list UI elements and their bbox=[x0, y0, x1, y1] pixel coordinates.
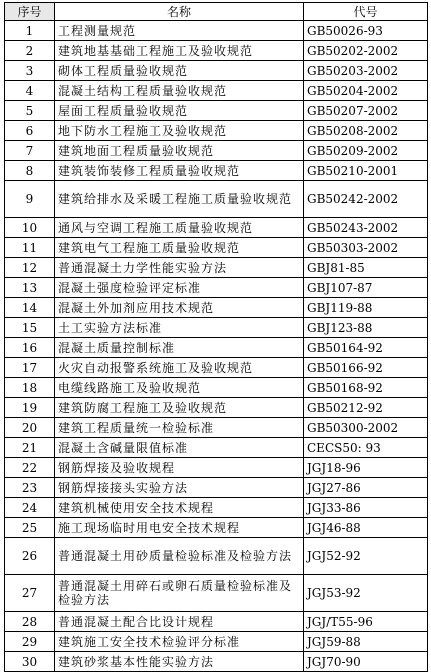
standard-name: 普通混凝土用砂质量检验标准及检验方法 bbox=[55, 538, 304, 575]
table-row bbox=[5, 575, 428, 612]
table-row bbox=[5, 141, 428, 161]
row-number: 20 bbox=[5, 418, 55, 438]
row-number: 7 bbox=[5, 141, 55, 161]
table-row bbox=[5, 181, 428, 218]
standard-code: GB50202-2002 bbox=[304, 41, 428, 61]
standard-name: 土工实验方法标准 bbox=[55, 318, 304, 338]
table-row bbox=[5, 632, 428, 652]
standard-name: 建筑施工安全技术检验评分标准 bbox=[55, 632, 304, 652]
table-row bbox=[5, 41, 428, 61]
row-number: 30 bbox=[5, 652, 55, 672]
row-number: 28 bbox=[5, 612, 55, 632]
standard-code: JGJ18-96 bbox=[304, 458, 428, 478]
standard-code: JGJ27-86 bbox=[304, 478, 428, 498]
standard-name: 钢筋焊接接头实验方法 bbox=[55, 478, 304, 498]
row-number: 13 bbox=[5, 278, 55, 298]
standard-name: 钢筋焊接及验收规程 bbox=[55, 458, 304, 478]
standard-name: 混凝土强度检验评定标准 bbox=[55, 278, 304, 298]
table-row bbox=[5, 378, 428, 398]
standard-name: 火灾自动报警系统施工及验收规范 bbox=[55, 358, 304, 378]
standard-code: JGJ33-86 bbox=[304, 498, 428, 518]
table-row bbox=[5, 538, 428, 575]
standard-code: JGJ/T55-96 bbox=[304, 612, 428, 632]
table-row bbox=[5, 258, 428, 278]
row-number: 26 bbox=[5, 538, 55, 575]
table-row bbox=[5, 218, 428, 238]
row-number: 24 bbox=[5, 498, 55, 518]
standard-name: 建筑砂浆基本性能实验方法 bbox=[55, 652, 304, 672]
row-number: 1 bbox=[5, 21, 55, 41]
standard-name: 工程测量规范 bbox=[55, 21, 304, 41]
standard-name: 通风与空调工程施工质量验收规范 bbox=[55, 218, 304, 238]
row-number: 2 bbox=[5, 41, 55, 61]
row-number: 19 bbox=[5, 398, 55, 418]
row-number: 25 bbox=[5, 518, 55, 538]
row-number: 6 bbox=[5, 121, 55, 141]
row-number: 15 bbox=[5, 318, 55, 338]
row-number: 14 bbox=[5, 298, 55, 318]
table-row bbox=[5, 121, 428, 141]
row-number: 27 bbox=[5, 575, 55, 612]
standard-code: CECS50: 93 bbox=[304, 438, 428, 458]
standard-name: 普通混凝土力学性能实验方法 bbox=[55, 258, 304, 278]
row-number: 5 bbox=[5, 101, 55, 121]
table-row bbox=[5, 418, 428, 438]
table-row bbox=[5, 338, 428, 358]
row-number: 11 bbox=[5, 238, 55, 258]
standard-code: GBJ119-88 bbox=[304, 298, 428, 318]
table-row bbox=[5, 518, 428, 538]
table-row bbox=[5, 21, 428, 41]
table-row bbox=[5, 238, 428, 258]
standard-code: GB50210-2001 bbox=[304, 161, 428, 181]
standard-code: GB50204-2002 bbox=[304, 81, 428, 101]
standard-name: 混凝土含碱量限值标准 bbox=[55, 438, 304, 458]
standard-code: GBJ107-87 bbox=[304, 278, 428, 298]
row-number: 9 bbox=[5, 181, 55, 218]
standard-code: GB50209-2002 bbox=[304, 141, 428, 161]
standard-name: 普通混凝土用碎石或卵石质量检验标准及检验方法 bbox=[55, 575, 304, 612]
row-number: 29 bbox=[5, 632, 55, 652]
table-row bbox=[5, 498, 428, 518]
standards-table-container bbox=[4, 2, 427, 672]
table-row bbox=[5, 101, 428, 121]
table-row bbox=[5, 81, 428, 101]
standard-code: GB50300-2002 bbox=[304, 418, 428, 438]
standard-name: 地下防水工程施工及验收规范 bbox=[55, 121, 304, 141]
row-number: 17 bbox=[5, 358, 55, 378]
standard-name: 建筑工程质量统一检验标准 bbox=[55, 418, 304, 438]
standard-name: 建筑地面工程质量验收规范 bbox=[55, 141, 304, 161]
standard-code: GB50203-2002 bbox=[304, 61, 428, 81]
table-row bbox=[5, 438, 428, 458]
standard-name: 混凝土结构工程质量验收规范 bbox=[55, 81, 304, 101]
standard-code: GBJ123-88 bbox=[304, 318, 428, 338]
table-row bbox=[5, 398, 428, 418]
standard-name: 建筑装饰装修工程质量验收规范 bbox=[55, 161, 304, 181]
standards-table bbox=[4, 2, 428, 672]
standard-code: JGJ46-88 bbox=[304, 518, 428, 538]
table-header-row bbox=[5, 3, 428, 21]
table-body bbox=[5, 21, 428, 672]
standard-code: GB50207-2002 bbox=[304, 101, 428, 121]
standard-code: GB50243-2002 bbox=[304, 218, 428, 238]
standard-name: 电缆线路施工及验收规范 bbox=[55, 378, 304, 398]
table-row bbox=[5, 318, 428, 338]
table-row bbox=[5, 652, 428, 672]
standard-code: GB50242-2002 bbox=[304, 181, 428, 218]
standard-name: 砌体工程质量验收规范 bbox=[55, 61, 304, 81]
standard-code: GB50164-92 bbox=[304, 338, 428, 358]
standard-name: 建筑机械使用安全技术规程 bbox=[55, 498, 304, 518]
table-row bbox=[5, 298, 428, 318]
standard-name: 建筑给排水及采暖工程施工质量验收规范 bbox=[55, 181, 304, 218]
table-row bbox=[5, 161, 428, 181]
standard-code: JGJ70-90 bbox=[304, 652, 428, 672]
standard-code: GB50026-93 bbox=[304, 21, 428, 41]
standard-code: GB50168-92 bbox=[304, 378, 428, 398]
standard-code: GB50303-2002 bbox=[304, 238, 428, 258]
standard-code: GB50166-92 bbox=[304, 358, 428, 378]
table-row bbox=[5, 278, 428, 298]
row-number: 4 bbox=[5, 81, 55, 101]
row-number: 8 bbox=[5, 161, 55, 181]
table-row bbox=[5, 478, 428, 498]
standard-name: 混凝土外加剂应用技术规范 bbox=[55, 298, 304, 318]
standard-name: 建筑地基基础工程施工及验收规范 bbox=[55, 41, 304, 61]
row-number: 21 bbox=[5, 438, 55, 458]
row-number: 22 bbox=[5, 458, 55, 478]
standard-name: 建筑防腐工程施工及验收规范 bbox=[55, 398, 304, 418]
row-number: 3 bbox=[5, 61, 55, 81]
header-name: 名称 bbox=[55, 3, 304, 21]
header-serial-number: 序号 bbox=[5, 3, 55, 21]
row-number: 12 bbox=[5, 258, 55, 278]
table-row bbox=[5, 61, 428, 81]
standard-code: JGJ52-92 bbox=[304, 538, 428, 575]
standard-name: 混凝土质量控制标准 bbox=[55, 338, 304, 358]
header-code: 代号 bbox=[304, 3, 428, 21]
standard-name: 屋面工程质量验收规范 bbox=[55, 101, 304, 121]
standard-code: JGJ59-88 bbox=[304, 632, 428, 652]
table-row bbox=[5, 458, 428, 478]
row-number: 10 bbox=[5, 218, 55, 238]
standard-name: 建筑电气工程施工质量验收规范 bbox=[55, 238, 304, 258]
standard-code: GB50212-92 bbox=[304, 398, 428, 418]
standard-code: JGJ53-92 bbox=[304, 575, 428, 612]
table-row bbox=[5, 358, 428, 378]
standard-name: 施工现场临时用电安全技术规程 bbox=[55, 518, 304, 538]
standard-code: GBJ81-85 bbox=[304, 258, 428, 278]
row-number: 18 bbox=[5, 378, 55, 398]
row-number: 16 bbox=[5, 338, 55, 358]
standard-code: GB50208-2002 bbox=[304, 121, 428, 141]
standard-name: 普通混凝土配合比设计规程 bbox=[55, 612, 304, 632]
table-row bbox=[5, 612, 428, 632]
row-number: 23 bbox=[5, 478, 55, 498]
